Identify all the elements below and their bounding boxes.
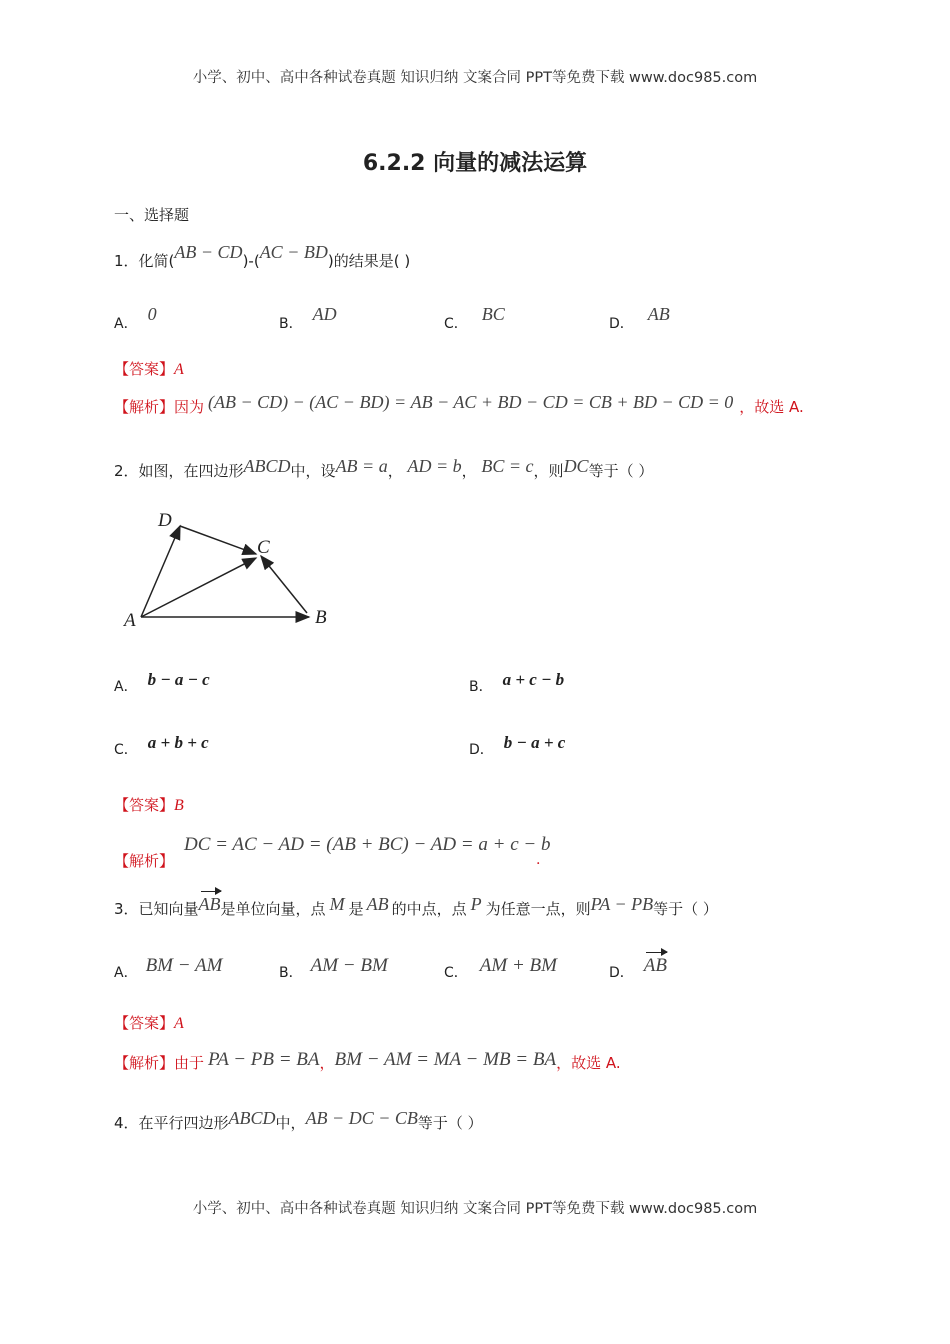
- q2-prefix: 2．如图，在四边形: [114, 462, 244, 480]
- q3-ab2: AB: [366, 894, 389, 914]
- q2-option-d-letter: D．: [469, 742, 494, 758]
- q3-option-a-value: BM − AM: [145, 955, 223, 976]
- vector-ac: [141, 558, 256, 617]
- q1-analysis: [114, 392, 804, 417]
- q2-analysis-label: 【解析】: [114, 852, 175, 870]
- q1-expr2: AC − BD: [259, 242, 328, 262]
- q3-analysis-expr2: BM − AM = MA − MB = BA: [334, 1049, 557, 1070]
- q3-option-d-value: AB: [643, 955, 667, 976]
- q2-quad: ABCD: [243, 456, 291, 476]
- q2-option-b-value: a + c − b: [502, 670, 565, 689]
- vector-bc: [261, 556, 307, 613]
- q3-p: P: [470, 894, 482, 914]
- label-a: A: [124, 610, 136, 631]
- q3-t1: 是单位向量，点: [220, 900, 326, 918]
- q2-option-a-letter: A．: [114, 679, 138, 695]
- q2-t3: 等于（ ）: [588, 462, 654, 480]
- q3-m: M: [329, 894, 345, 914]
- q2-answer-value: B: [174, 797, 184, 814]
- q3-analysis-expr1: PA − PB = BA: [208, 1049, 320, 1070]
- q1-option-d-letter: D．: [609, 316, 634, 332]
- q2-option-d-value: b − a + c: [503, 733, 566, 752]
- q3-ab-vector: AB: [198, 894, 221, 914]
- q1-answer-label: 【答案】: [114, 360, 175, 378]
- question-4: [114, 1108, 483, 1133]
- q3-option-b-letter: B．: [279, 965, 303, 981]
- q2-e3: BC = c: [481, 456, 534, 476]
- label-b: B: [315, 607, 327, 628]
- q1-answer: [114, 358, 184, 379]
- q3-option-d-letter: D．: [609, 965, 634, 981]
- question-3: [114, 894, 718, 919]
- q2-option-c[interactable]: [114, 733, 209, 758]
- q1-prefix: 1．化简(: [114, 252, 175, 270]
- q4-expr: AB − DC − CB: [305, 1108, 418, 1128]
- q3-option-c[interactable]: [444, 955, 557, 981]
- q3-analysis-end: ，故选 A.: [556, 1054, 621, 1072]
- q3-t4: 为任意一点，则: [485, 900, 591, 918]
- q3-analysis: 【解析】由于 PA − PB = BA，BM − AM = MA − MB = BA，故选 A.: [114, 1049, 621, 1072]
- q1-analysis-lead: 因为: [174, 398, 205, 416]
- q1-answer-value: A: [174, 361, 184, 378]
- q2-analysis-expr: DC = AC − AD = (AB + BC) − AD = a + c − b: [184, 834, 551, 855]
- label-c: C: [257, 537, 270, 558]
- q2-t1: 中，设: [290, 462, 336, 480]
- q2-e1: AB = a: [335, 456, 388, 476]
- q1-option-a-value: 0: [147, 304, 157, 324]
- q2-e2: AD = b: [407, 456, 462, 476]
- vector-dc: [180, 526, 256, 554]
- q1-option-a[interactable]: [114, 304, 157, 332]
- q3-analysis-lead: 由于: [174, 1054, 205, 1072]
- q2-option-d[interactable]: [469, 733, 566, 758]
- section-heading: 一、选择题: [114, 206, 190, 224]
- q4-t2: 等于（ ）: [417, 1114, 483, 1132]
- q2-option-a[interactable]: [114, 670, 210, 695]
- q1-suffix: )的结果是( ): [327, 252, 411, 270]
- q3-option-a[interactable]: [114, 955, 223, 981]
- q1-option-c-value: BC: [481, 304, 505, 324]
- q2-option-c-value: a + b + c: [147, 733, 209, 752]
- q1-option-d-value: AB: [647, 304, 670, 324]
- q1-option-b-letter: B．: [279, 316, 303, 332]
- q2-option-b-letter: B．: [469, 679, 493, 695]
- q2-option-c-letter: C．: [114, 742, 138, 758]
- q2-figure: [110, 500, 340, 640]
- q4-quad: ABCD: [228, 1108, 276, 1128]
- q1-option-c-letter: C．: [444, 316, 468, 332]
- q3-t2: 是: [348, 900, 364, 918]
- label-d: D: [158, 510, 172, 531]
- q3-t3: 的中点，点: [391, 900, 467, 918]
- q4-prefix: 4．在平行四边形: [114, 1114, 229, 1132]
- q1-option-a-letter: A．: [114, 316, 138, 332]
- q3-prefix: 3．已知向量: [114, 900, 199, 918]
- q2-answer-label: 【答案】: [114, 796, 175, 814]
- q1-option-b-value: AD: [312, 304, 337, 324]
- q3-answer: [114, 1012, 184, 1033]
- footer-banner: 小学、初中、高中各种试卷真题 知识归纳 文案合同 PPT等免费下载 www.doc985.com: [192, 1201, 758, 1217]
- q3-option-a-letter: A．: [114, 965, 138, 981]
- question-1: [114, 242, 411, 271]
- q3-option-b[interactable]: [279, 955, 388, 981]
- q1-analysis-label: 【解析】: [114, 398, 175, 416]
- q3-option-d[interactable]: [609, 955, 667, 981]
- header-banner: 小学、初中、高中各种试卷真题 知识归纳 文案合同 PPT等免费下载 www.doc985.com: [192, 70, 758, 86]
- q1-analysis-expr: (AB − CD) − (AC − BD) = AB − AC + BD − CD = CB + BD − CD = 0: [208, 392, 734, 412]
- page-title: 6.2.2 向量的减法运算: [362, 151, 588, 176]
- question-2: 2．如图，在四边形ABCD中，设AB = a， AD = b， BC = c，则DC等于（ ）: [114, 456, 654, 480]
- q3-analysis-label: 【解析】: [114, 1054, 175, 1072]
- q1-analysis-end: ，故选 A.: [739, 398, 804, 416]
- q1-option-d[interactable]: [609, 304, 670, 332]
- q1-option-b[interactable]: [279, 304, 337, 332]
- q3-option-c-value: AM + BM: [479, 955, 557, 976]
- q3-answer-value: A: [174, 1015, 184, 1032]
- q2-dc: DC: [563, 456, 589, 476]
- q1-option-c[interactable]: [444, 304, 505, 332]
- q2-option-a-value: b − a − c: [147, 670, 210, 689]
- q2-t2: ，则: [533, 462, 564, 480]
- q2-answer: [114, 794, 184, 815]
- q3-expr: PA − PB: [590, 894, 654, 914]
- q2-analysis-dot: .: [536, 852, 541, 868]
- q2-option-b[interactable]: [469, 670, 565, 695]
- q3-answer-label: 【答案】: [114, 1014, 175, 1032]
- vector-ad: [141, 526, 180, 617]
- q1-expr1: AB − CD: [174, 242, 243, 262]
- q3-option-b-value: AM − BM: [310, 955, 388, 976]
- q3-option-c-letter: C．: [444, 965, 468, 981]
- q3-t5: 等于（ ）: [653, 900, 718, 918]
- q1-mid: )-(: [242, 252, 260, 270]
- q4-t1: 中，: [275, 1114, 306, 1132]
